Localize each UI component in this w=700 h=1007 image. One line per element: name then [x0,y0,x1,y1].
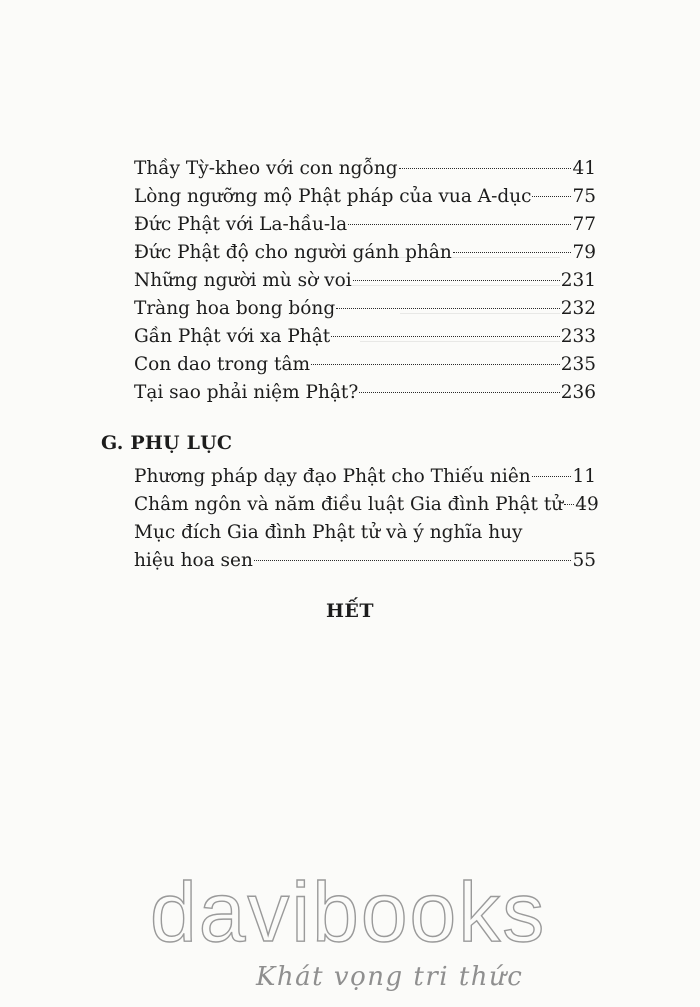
toc-entry-title: Gần Phật với xa Phật [134,326,331,347]
toc-entry-page: 236 [560,382,596,403]
toc-entry [134,491,599,519]
toc-entry [134,211,596,239]
toc-entry [134,183,596,211]
toc-entry-page: 11 [572,466,596,487]
toc-entry-page: 77 [572,214,596,235]
dot-leader [311,364,560,365]
toc-entry [134,547,596,575]
dot-leader [532,476,572,477]
dot-leader [348,224,571,225]
toc-entry-title: Thầy Tỳ-kheo với con ngỗng [134,158,398,179]
toc-entry [134,323,596,351]
toc-entry-page: 233 [560,326,596,347]
toc-entry-page: 75 [572,186,596,207]
toc-entry-title: Đức Phật với La-hầu-la [134,214,348,235]
toc-entry-title: Mục đích Gia đình Phật tử và ý nghĩa huy [134,522,523,543]
dot-leader [532,196,571,197]
toc-entry-page: 235 [560,354,596,375]
toc-entry-page: 49 [575,494,599,515]
dot-leader [453,252,572,253]
toc-entry-title: Lòng ngưỡng mộ Phật pháp của vua A-dục [134,186,532,207]
dot-leader [254,560,572,561]
toc-entry-title-continued: hiệu hoa sen [134,550,253,571]
watermark [150,865,670,995]
toc-entry [134,155,596,183]
toc-entry-title: Con dao trong tâm [134,354,311,375]
dot-leader [331,336,560,337]
dot-leader [399,168,572,169]
toc-entry-page: 55 [572,550,596,571]
end-mark: HẾT [325,600,375,622]
watermark-tagline: Khát vọng tri thức [256,962,524,992]
toc-entry [134,379,596,407]
toc-entry-title: Châm ngôn và năm điều luật Gia đình Phật tử [134,494,564,515]
toc-entry [134,463,596,491]
toc-entry-wrapped-line [134,519,596,547]
toc-entry-title: Tràng hoa bong bóng [134,298,336,319]
toc-entry-title: Đức Phật độ cho người gánh phân [134,242,452,263]
toc-entry [134,239,596,267]
dot-leader [353,280,560,281]
toc-entry [134,295,596,323]
watermark-logo: davibooks [150,865,547,959]
section-heading-appendix: G. PHỤ LỤC [101,432,233,454]
toc-entry-page: 231 [560,270,596,291]
dot-leader [359,392,559,393]
toc-entry [134,351,596,379]
dot-leader [336,308,560,309]
toc-entry-page: 41 [572,158,596,179]
appendix-list [134,463,599,575]
toc-entry-page: 79 [572,242,596,263]
toc-entry-title: Phương pháp dạy đạo Phật cho Thiếu niên [134,466,531,487]
toc-entry-page: 232 [560,298,596,319]
toc-entry-title: Tại sao phải niệm Phật? [134,382,359,403]
toc-entry-title: Những người mù sờ voi [134,270,352,291]
dot-leader [564,504,574,505]
toc-list [134,155,596,407]
toc-entry [134,267,596,295]
